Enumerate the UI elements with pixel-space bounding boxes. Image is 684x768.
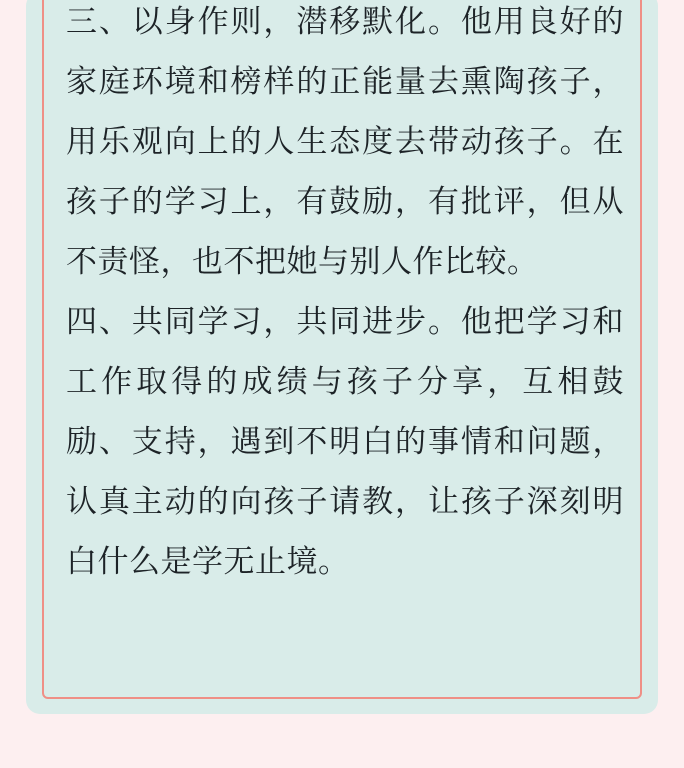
content-card [26, 0, 658, 714]
article-body [66, 0, 624, 694]
paragraph-three: 三、以身作则，潜移默化。他用良好的家庭环境和榜样的正能量去熏陶孩子，用乐观向上的人生态度去带动孩子。在孩子的学习上，有鼓励，有批评，但从不责怪，也不把她与别人作比较。 [66, 4, 624, 279]
paragraph-four: 四、共同学习，共同进步。他把学习和工作取得的成绩与孩子分享，互相鼓励、支持，遇到不明白的事情和问题，认真主动的向孩子请教，让孩子深刻明白什么是学无止境。 [66, 304, 624, 579]
